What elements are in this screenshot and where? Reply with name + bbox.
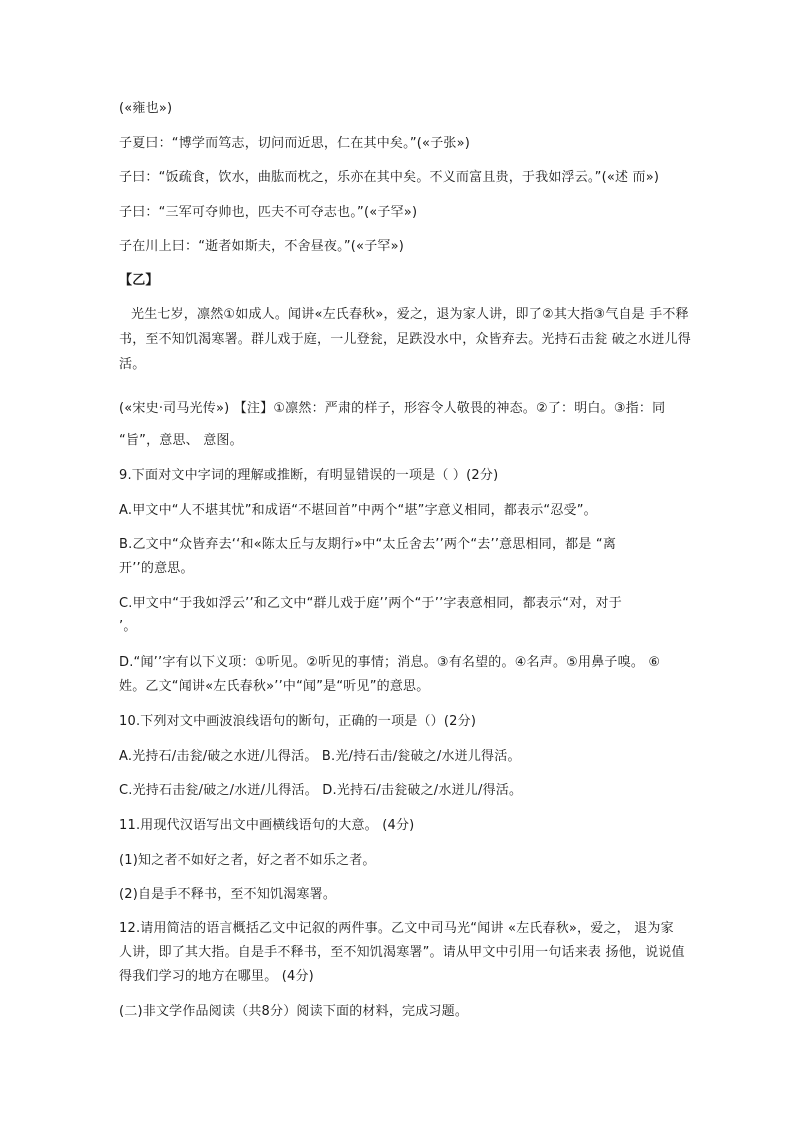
- text-line-3: 子曰：“饭疏食，饮水，曲肱而枕之，乐亦在其中矣。不义而富且贵，于我如浮云。”(«述 而»): [119, 170, 660, 185]
- question-11: 11.用现代汉语写出文中画横线语句的大意。 (4分): [119, 818, 415, 833]
- option-9d-cont: 姓。乙文“闻讲«左氏春秋»’’中“闻”是“听见”的意思。: [119, 679, 430, 694]
- text-line-4: 子曰：“三军可夺帅也，匹夫不可夺志也。”(«子罕»): [119, 205, 418, 220]
- text-line-11: “旨”，意思、 意图。: [119, 433, 243, 448]
- options-10ab: A.光持石/击瓮/破之水迸/儿得活。 B.光/持石击/瓮破之/水迸儿得活。: [119, 749, 521, 764]
- option-9b: B.乙文中“众皆弃去‘‘和«陈太丘与友期行»中“太丘舍去’’两个“去’’意思相同，都是 “离: [119, 537, 617, 552]
- text-line-10: («宋史·司马光传») 【注】①凛然：严肃的样子，形容令人敬畏的神态。②了：明白。③指：同: [119, 401, 666, 416]
- options-10cd: C.光持石击瓮/破之/水迸/儿得活。 D.光持石/击瓮破之/水迸儿/得活。: [119, 783, 523, 798]
- option-9c: C.甲文中“于我如浮云’’和乙文中“群儿戏于庭’’两个“于’’字表意相同，都表示“对，对于: [119, 596, 622, 611]
- question-9: 9.下面对文中字词的理解或推断，有明显错误的一项是（ ）(2分): [119, 468, 499, 483]
- question-12-cont1: 人讲，即了其大指。自是手不释书，至不知饥渴寒署”。请从甲文中引用一句话来表 扬他，说说值: [119, 945, 685, 960]
- text-line-1: («雍也»): [119, 101, 173, 116]
- option-9d: D.“闻’’字有以下义项：①听见。②听见的事情；消息。③有名望的。④名声。⑤用鼻子嗅。 ⑥: [119, 655, 661, 670]
- text-line-5: 子在川上曰：“逝者如斯夫，不舍昼夜。”(«子罕»): [119, 239, 405, 254]
- question-11-part1: (1)知之者不如好之者，好之者不如乐之者。: [119, 853, 376, 868]
- text-line-2: 子夏曰：“博学而笃志，切问而近思，仁在其中矣。”(«子张»): [119, 136, 471, 151]
- text-line-9: 活。: [119, 357, 146, 372]
- option-9b-cont: 开’’的意思。: [119, 561, 194, 576]
- option-9a: A.甲文中“人不堪其忧”和成语“不堪回首”中两个“堪”字意义相同，都表示“忍受”。: [119, 503, 597, 518]
- section-heading-yi: 【乙】: [119, 273, 159, 288]
- question-10: 10.下列对文中画波浪线语句的断句，正确的一项是（）(2分): [119, 714, 477, 729]
- question-11-part2: (2)自是手不释书，至不知饥渴寒署。: [119, 887, 337, 902]
- question-12: 12.请用简洁的语言概括乙文中记叙的两件事。乙文中司马光“闻讲 «左氏春秋»，爱之， 退为家: [119, 921, 674, 936]
- section-heading-part2: (二)非文学作品阅读（共8分）阅读下面的材料，完成习题。: [119, 1004, 469, 1019]
- option-9c-cont: ’。: [119, 619, 137, 634]
- question-12-cont2: 得我们学习的地方在哪里。 (4分): [119, 969, 314, 984]
- text-line-8: 书，至不知饥渴寒署。群儿戏于庭，一儿登瓮，足跌没水中，众皆弃去。光持石击瓮 破之水迸儿得: [119, 332, 691, 347]
- text-line-7: 光生七岁，凛然①如成人。闻讲«左氏春秋»，爱之，退为家人讲，即了②其大指③气自是 手不释: [131, 307, 689, 322]
